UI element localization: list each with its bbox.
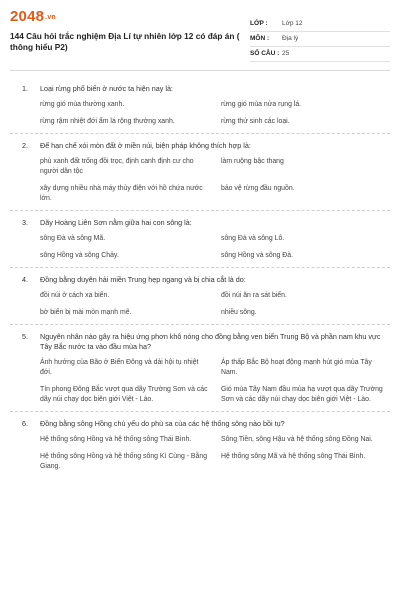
answer-option[interactable]: Áp thấp Bắc Bộ hoạt động mạnh hút gió mùa Tây Nam. [221, 359, 372, 376]
logo-main: 2048 [10, 8, 45, 25]
answer-options [40, 100, 390, 127]
answer-options [40, 157, 390, 204]
question-number: 2. [22, 141, 28, 150]
site-logo[interactable] [10, 8, 250, 25]
question-item [10, 325, 390, 412]
answer-options [40, 291, 390, 318]
answer-option[interactable]: làm ruộng bậc thang [221, 158, 284, 165]
logo-suffix: .vn [45, 13, 56, 21]
answer-option[interactable]: xây dựng nhiều nhà máy thủy điện với hồ chứa nước lớn. [40, 185, 203, 202]
answer-options [40, 435, 390, 472]
question-text: Để hạn chế xói mòn đất ở miền núi, biện pháp không thích hợp là: [40, 141, 251, 150]
question-text: Đồng bằng sông Hồng chủ yếu do phù sa của các hệ thống sông nào bồi tụ? [40, 419, 285, 428]
answer-option[interactable]: Tín phong Đông Bắc vượt qua dãy Trường Sơn và các dãy núi chạy dọc biên giới Việt - Lào. [40, 386, 208, 403]
header-left [10, 8, 250, 62]
question-number: 5. [22, 332, 28, 341]
answer-option[interactable]: bảo vệ rừng đầu nguồn. [221, 185, 295, 192]
meta-value: Địa lý [282, 35, 299, 42]
answer-option[interactable]: Gió mùa Tây Nam đầu mùa hạ vượt qua dãy Trường Sơn và các dãy núi chạy dọc biên giới Việt - Lào. [221, 386, 383, 403]
question-stem [10, 84, 390, 94]
question-text: Đồng bằng duyên hải miền Trung hẹp ngang và bị chia cắt là do: [40, 275, 246, 284]
meta-key: LỚP : [250, 20, 268, 27]
answer-options [40, 234, 390, 261]
question-stem [10, 419, 390, 429]
document-title: 144 Câu hỏi trắc nghiệm Địa Lí tự nhiên lớp 12 có đáp án ( thông hiểu P2) [10, 31, 240, 52]
page-header [10, 0, 390, 62]
question-text: Loại rừng phổ biến ở nước ta hiện nay là: [40, 84, 173, 93]
meta-row-grade [250, 17, 390, 32]
question-item [10, 77, 390, 134]
answer-option[interactable]: phủ xanh đất trống đồi trọc, định canh định cư cho người dân tộc [40, 158, 194, 175]
meta-key: SỐ CÂU : [250, 50, 280, 57]
answer-options [40, 358, 390, 405]
question-item [10, 412, 390, 478]
answer-option[interactable]: sông Hồng và sông Chảy. [40, 252, 119, 259]
question-stem [10, 141, 390, 151]
answer-option[interactable]: bờ biển bị mài mòn mạnh mẽ. [40, 309, 132, 316]
answer-option[interactable]: rừng gió mùa thường xanh. [40, 101, 125, 108]
answer-option[interactable]: sông Đà và sông Mã. [40, 235, 106, 242]
header-divider [10, 70, 390, 71]
question-item [10, 268, 390, 325]
meta-value: 25 [282, 50, 290, 57]
answer-option[interactable]: sông Hồng và sông Đà. [221, 252, 294, 259]
question-number: 1. [22, 84, 28, 93]
question-text: Dãy Hoàng Liên Sơn nằm giữa hai con sông là: [40, 218, 192, 227]
question-item [10, 211, 390, 268]
answer-option[interactable]: Hệ thống sông Hồng và hệ thống sông Kì Cùng - Bằng Giang. [40, 453, 208, 470]
answer-option[interactable]: Sông Tiền, sông Hậu và hệ thống sông Đồng Nai. [221, 436, 373, 443]
answer-option[interactable]: Hệ thống sông Hồng và hệ thống sông Thái Bình. [40, 436, 192, 443]
meta-key: MÔN : [250, 35, 270, 42]
answer-option[interactable]: Hệ thống sông Mã và hệ thống sông Thái Bình. [221, 453, 366, 460]
answer-option[interactable]: rừng gió mùa nửa rụng lá. [221, 101, 302, 108]
question-stem [10, 218, 390, 228]
answer-option[interactable]: Ảnh hưởng của Bão ở Biển Đông và dải hội tụ nhiệt đới. [40, 359, 199, 376]
question-number: 3. [22, 218, 28, 227]
meta-table [250, 17, 390, 62]
question-stem [10, 332, 390, 352]
answer-option[interactable]: sông Đà và sông Lô. [221, 235, 285, 242]
answer-option[interactable]: nhiều sông. [221, 309, 257, 316]
answer-option[interactable]: đồi núi ở cách xa biển. [40, 292, 110, 299]
meta-row-subject [250, 32, 390, 47]
question-stem [10, 275, 390, 285]
question-text: Nguyên nhân nào gây ra hiệu ứng phơn khô nóng cho đồng bằng ven biển Trung Bộ và phần nam khu vực Tây Bắc nước ta vào đầu mùa hạ? [40, 332, 381, 351]
meta-row-count [250, 47, 390, 62]
answer-option[interactable]: rừng thứ sinh các loại. [221, 118, 290, 125]
question-number: 6. [22, 419, 28, 428]
meta-value: Lớp 12 [282, 20, 303, 27]
question-number: 4. [22, 275, 28, 284]
question-list [10, 77, 390, 478]
answer-option[interactable]: đồi núi ăn ra sát biển. [221, 292, 287, 299]
question-item [10, 134, 390, 211]
answer-option[interactable]: rừng rậm nhiệt đới ẩm lá rộng thường xanh. [40, 118, 175, 125]
